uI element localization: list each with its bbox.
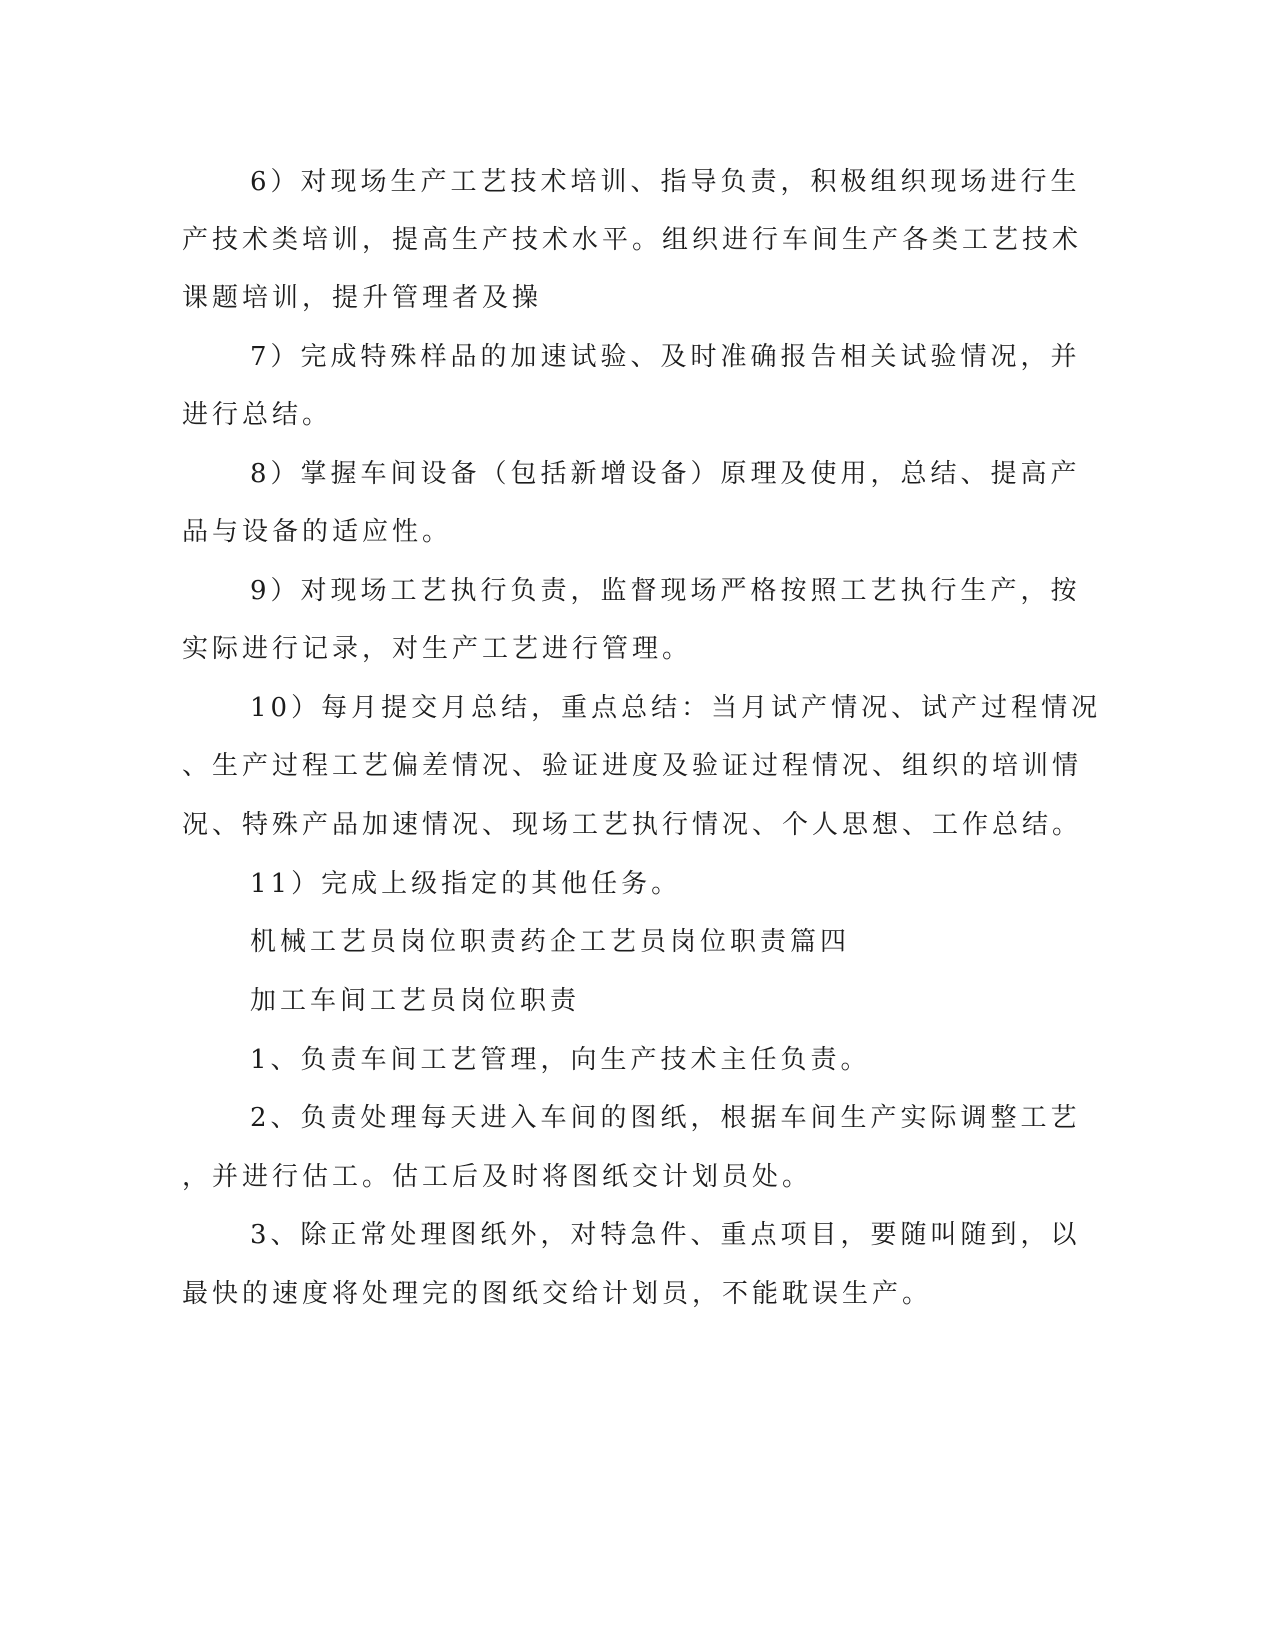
text-line-8: 9）对现场工艺执行负责，监督现场严格按照工艺执行生产，按 — [250, 576, 1081, 606]
text-line-12: 况、特殊产品加速情况、现场工艺执行情况、个人思想、工作总结。 — [182, 810, 1083, 840]
text-line-20: 最快的速度将处理完的图纸交给计划员，不能耽误生产。 — [182, 1279, 933, 1309]
text-line-16: 1、负责车间工艺管理，向生产技术主任负责。 — [250, 1045, 871, 1075]
text-line-5: 进行总结。 — [182, 400, 333, 430]
text-line-1: 6）对现场生产工艺技术培训、指导负责，积极组织现场进行生 — [250, 167, 1081, 197]
text-line-13: 11）完成上级指定的其他任务。 — [250, 869, 682, 899]
text-line-2: 产技术类培训，提高生产技术水平。组织进行车间生产各类工艺技术 — [182, 225, 1083, 255]
subsection-heading: 加工车间工艺员岗位职责 — [250, 986, 581, 1016]
section-heading: 机械工艺员岗位职责药企工艺员岗位职责篇四 — [250, 927, 851, 957]
text-line-4: 7）完成特殊样品的加速试验、及时准确报告相关试验情况，并 — [250, 342, 1081, 372]
text-line-7: 品与设备的适应性。 — [182, 517, 453, 547]
text-line-6: 8）掌握车间设备（包括新增设备）原理及使用，总结、提高产 — [250, 459, 1081, 489]
text-line-9: 实际进行记录，对生产工艺进行管理。 — [182, 634, 693, 664]
text-line-10: 10）每月提交月总结，重点总结：当月试产情况、试产过程情况 — [250, 693, 1102, 723]
text-line-19: 3、除正常处理图纸外，对特急件、重点项目，要随叫随到，以 — [250, 1220, 1081, 1250]
text-line-3: 课题培训，提升管理者及操 — [182, 283, 543, 313]
text-line-17: 2、负责处理每天进入车间的图纸，根据车间生产实际调整工艺 — [250, 1103, 1081, 1133]
text-line-11: 、生产过程工艺偏差情况、验证进度及验证过程情况、组织的培训情 — [182, 751, 1083, 781]
text-line-18: ，并进行估工。估工后及时将图纸交计划员处。 — [182, 1162, 813, 1192]
